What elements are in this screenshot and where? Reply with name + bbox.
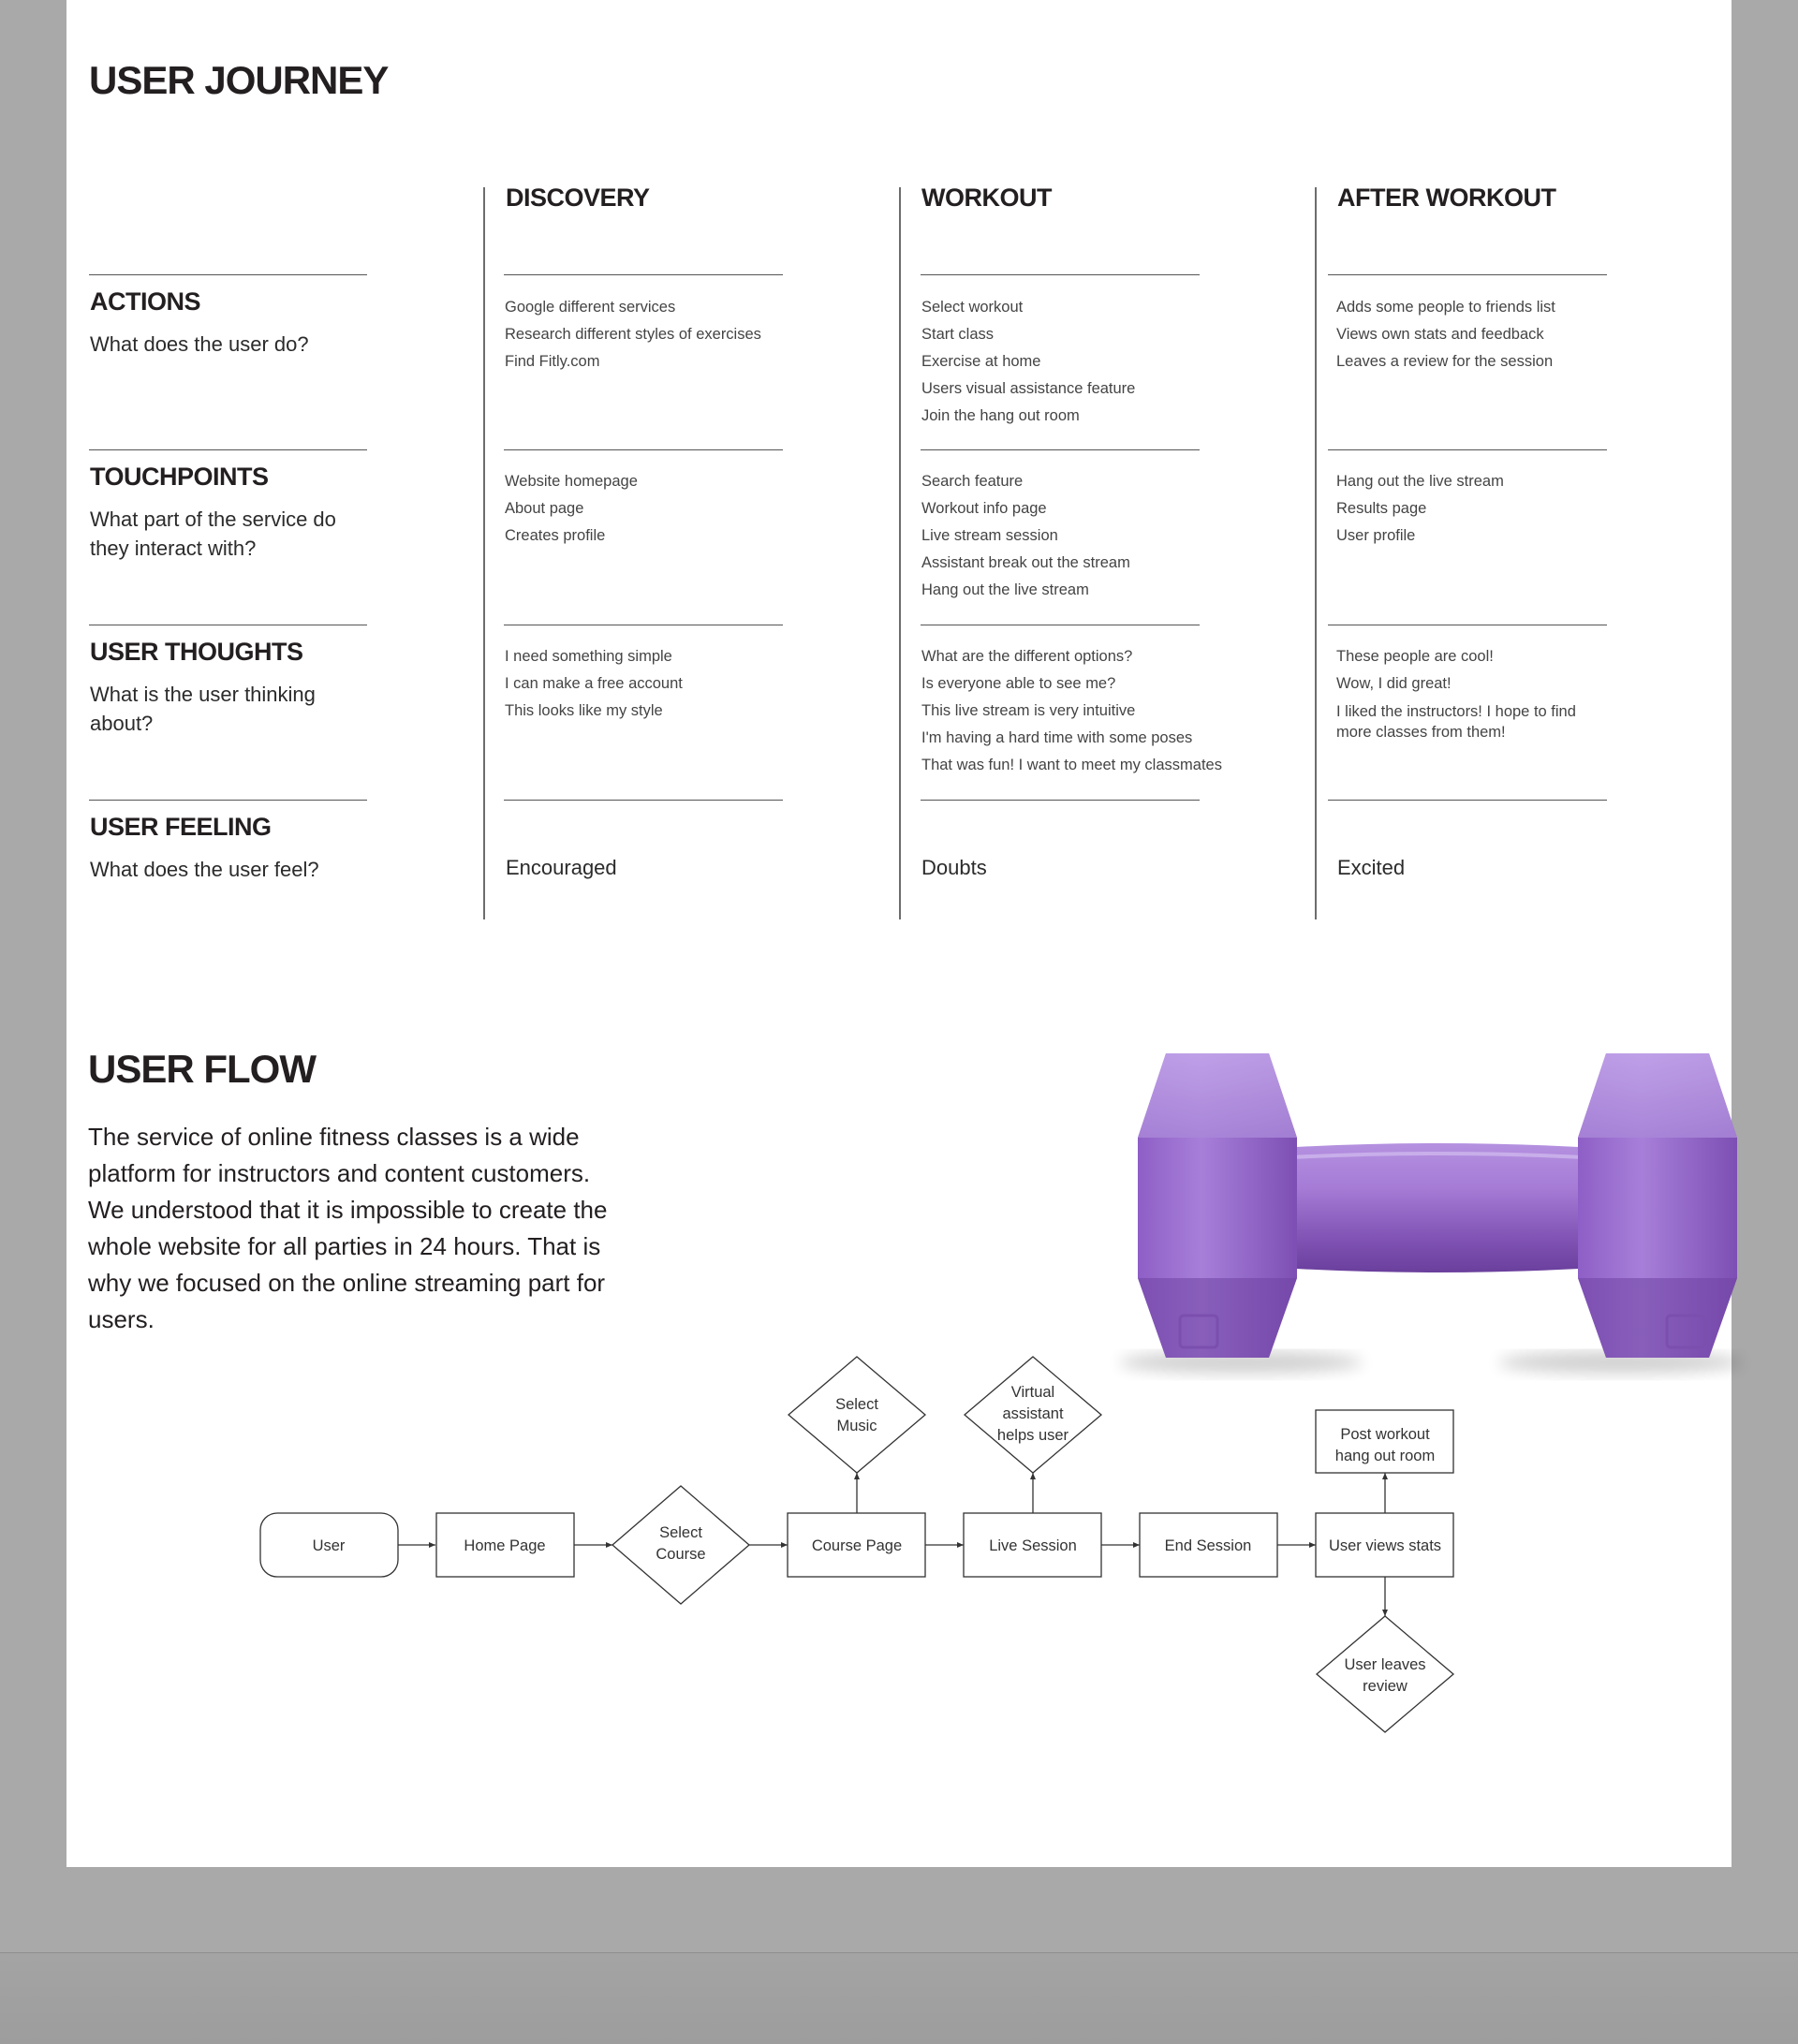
list-item: Wow, I did great! [1336,675,1452,692]
list-item: Hang out the live stream [921,581,1089,598]
head-top-face [1138,1053,1297,1138]
list-item: I liked the instructors! I hope to find more classes from them! [1336,703,1576,741]
row-separator [89,274,367,275]
flow-node-select-course-label-line: Select [659,1524,702,1541]
flow-node-virtual-assistant-label-line: Virtual [1010,1384,1055,1401]
flow-node-select-music-label-line: Select [835,1396,878,1413]
list-item: I need something simple [505,648,672,665]
list-item: Live stream session [921,527,1058,544]
row-separator [921,449,1200,450]
thoughts-discovery-list [505,643,683,725]
user-flow-diagram [253,1353,1470,1746]
row-separator [1328,274,1607,275]
actions-after-workout-list [1336,294,1555,375]
list-item: What are the different options? [921,648,1133,665]
flow-node-post-workout-label-line: hang out room [1334,1448,1436,1464]
row-question-actions: What does the user do? [90,332,309,356]
actions-workout-list [921,294,1135,430]
thoughts-after-workout-list [1336,643,1580,743]
row-separator [1328,449,1607,450]
dumbbell-image [1100,1044,1775,1381]
flow-node-user-views-stats-label: User views stats [1328,1537,1442,1554]
thoughts-workout-list [921,643,1222,779]
list-item: User profile [1336,527,1416,544]
flow-node-live-session-label: Live Session [989,1537,1077,1554]
flow-node-select-music-shape [788,1357,925,1473]
list-item: Hang out the live stream [1336,473,1504,490]
flow-node-course-page-label: Course Page [811,1537,903,1554]
list-item: Search feature [921,473,1024,490]
list-item: Website homepage [505,473,638,490]
row-separator [1328,800,1607,801]
flow-node-post-workout-label-line: Post workout [1340,1426,1430,1443]
list-item: Google different services [505,299,676,316]
flow-node-virtual-assistant-label-line: helps user [996,1427,1069,1444]
dumbbell-handle-shade [1264,1143,1611,1272]
feeling-workout: Doubts [921,856,987,879]
touchpoints-discovery-list [505,468,638,550]
list-item: Select workout [921,299,1024,316]
list-item: Join the hang out room [921,407,1080,424]
row-question-user-thoughts: What is the user thinking about? [90,683,316,735]
head-top-face [1578,1053,1737,1138]
row-question-touchpoints: What part of the service do they interact with? [90,507,336,560]
feeling-discovery: Encouraged [506,856,617,879]
row-separator [504,800,783,801]
flow-title: USER FLOW [88,1047,316,1091]
list-item: Exercise at home [921,353,1041,370]
list-item: That was fun! I want to meet my classmates [921,757,1222,773]
flow-node-user-label: User [312,1537,346,1554]
flow-node-user-leaves-review-label-line: review [1363,1678,1407,1695]
flow-node-home-page-label: Home Page [464,1537,546,1554]
list-item: Users visual assistance feature [921,380,1136,397]
flow-node-user-leaves-review-shape [1317,1616,1453,1732]
head-bottom-face [1578,1278,1737,1358]
flow-node-end-session-label: End Session [1164,1537,1252,1554]
column-divider [899,187,901,919]
list-item: Is everyone able to see me? [921,675,1116,692]
column-divider [483,187,485,919]
list-item: I can make a free account [505,675,683,692]
list-item: Research different styles of exercises [505,326,761,343]
touchpoints-workout-list [921,468,1130,604]
actions-discovery-list [505,294,761,375]
list-item: I'm having a hard time with some poses [921,729,1193,746]
list-item: Results page [1336,500,1427,517]
row-separator [504,449,783,450]
row-title-actions: ACTIONS [90,287,200,316]
feeling-after-workout: Excited [1337,856,1406,879]
flow-node-select-music-label-line: Music [836,1418,877,1434]
row-separator [921,800,1200,801]
touchpoints-after-workout-list [1336,468,1504,550]
flow-node-user-leaves-review-label-line: User leaves [1344,1656,1426,1673]
column-divider [1315,187,1317,919]
list-item: Leaves a review for the session [1336,353,1554,370]
background-floor [0,1952,1798,2044]
list-item: Adds some people to friends list [1336,299,1555,316]
row-title-user-feeling: USER FEELING [90,813,272,841]
journey-title: USER JOURNEY [89,58,389,102]
list-item: Assistant break out the stream [921,554,1130,571]
column-heading-workout: WORKOUT [921,184,1052,212]
list-item: Workout info page [921,500,1047,517]
list-item: Find Fitly.com [505,353,600,370]
row-separator [921,274,1200,275]
row-separator [504,274,783,275]
flow-description: The service of online fitness classes is a wide platform for instructors and content customers. We understood that it is impossible to create the whole website for all parties in 24 hours. That is why we focused on the online streaming part for users. [88,1123,608,1333]
list-item: This live stream is very intuitive [921,702,1136,719]
column-heading-discovery: DISCOVERY [506,184,650,212]
row-separator [89,449,367,450]
list-item: Views own stats and feedback [1336,326,1544,343]
row-title-touchpoints: TOUCHPOINTS [90,463,269,491]
row-separator [89,800,367,801]
flow-node-virtual-assistant-label-line: assistant [1002,1405,1064,1422]
row-question-user-feeling: What does the user feel? [90,858,319,881]
list-item: About page [505,500,584,517]
flow-node-select-course-shape [612,1486,749,1604]
column-heading-after-workout: AFTER WORKOUT [1337,184,1556,212]
list-item: This looks like my style [505,702,663,719]
list-item: These people are cool! [1336,648,1494,665]
flow-node-select-course-label-line: Course [656,1546,706,1563]
list-item: Creates profile [505,527,606,544]
list-item: Start class [921,326,995,343]
row-title-user-thoughts: USER THOUGHTS [90,638,303,666]
